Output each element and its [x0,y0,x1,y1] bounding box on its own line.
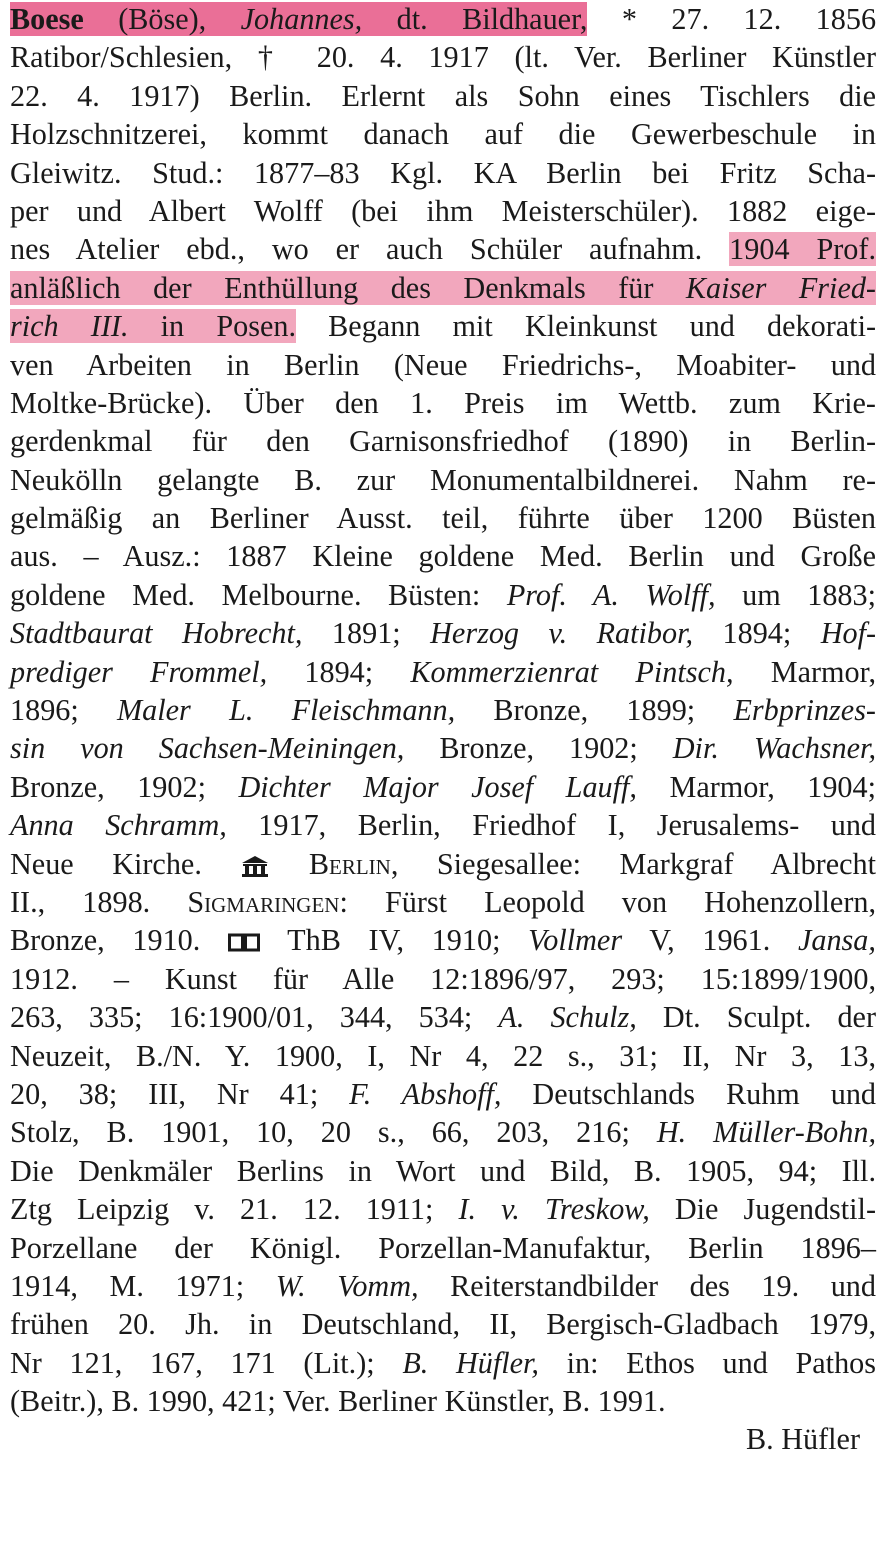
text-run: Reiterstandbilder des 19. und [450,1268,876,1303]
italic-title: Stadtbaurat Hobrecht, [10,616,303,651]
text-run: Deutschlands Ruhm und [532,1076,877,1111]
entry-line-14: gelmäßig an Berliner Ausst. teil, führte über 1200 Büsten [10,501,876,536]
italic-title: prediger Frommel, [10,654,268,689]
highlighted-text [10,271,876,305]
entry-line-15: aus. – Ausz.: 1887 Kleine goldene Med. Berlin und Große [10,539,876,574]
italic-title: B. Hüfler, [402,1345,539,1380]
text-run: Fürst Leopold von Hohenzollern, [384,884,877,919]
text-run: in: Ethos und Pathos [566,1345,877,1380]
headword-highlight [10,2,587,36]
text-run: Neue Kirche. [10,846,202,881]
text-run: goldene Med. Melbourne. Büsten: [10,577,481,612]
entry-line-34 [10,1267,876,1305]
entry-line-1 [10,0,876,38]
entry-line-2: Ratibor/Schlesien, † 20. 4. 1917 (lt. Ver. Berliner Künstler [10,40,876,75]
entry-line-29 [10,1075,876,1113]
text-run: Bronze, 1902; [439,731,638,766]
entry-line-28: Neuzeit, B./N. Y. 1900, I, Nr 4, 22 s., 31; II, Nr 3, 13, [10,1038,876,1073]
text-run: 1896; [10,693,79,728]
entry-line-21 [10,768,876,806]
text-run: V, 1961. [649,923,771,958]
text-run: nes Atelier ebd., wo er auch Schüler aufnahm. [10,232,703,267]
italic-title: Jansa, [797,923,876,958]
text-run: 1914, M. 1971; [10,1268,245,1303]
place-name: Berlin, [308,846,399,881]
text-run: Dt. Sculpt. der [662,1000,877,1035]
lexicon-entry [10,0,876,1459]
text-run: Siegesallee: Markgraf Albrecht [436,846,876,881]
entry-line-9 [10,307,876,345]
italic-title: H. Müller-Bohn, [656,1115,877,1150]
entry-line-5: Gleiwitz. Stud.: 1877–83 Kgl. KA Berlin bei Fritz Scha- [10,155,876,190]
entry-line-3: 22. 4. 1917) Berlin. Erlernt als Sohn eines Tischlers die [10,78,876,113]
entry-line-24 [10,883,876,921]
text-run: 1891; [331,616,401,651]
italic-title: A. Schulz, [498,1000,637,1035]
text-run: anläßlich der Enthüllung des Denkmals für [10,270,654,305]
text-run: ThB IV, 1910; [287,923,501,958]
entry-line-12: gerdenkmal für den Garnisonsfriedhof (1890) in Berlin- [10,424,876,459]
text-run: Bronze, 1910. [10,923,201,958]
entry-line-8 [10,269,876,307]
text-run: Marmor, [770,654,876,689]
italic-title: Kaiser Fried- [685,270,876,305]
italic-title: rich III. [10,309,129,344]
entry-line-18 [10,653,876,691]
text-run: Marmor, 1904; [669,769,876,804]
highlighted-text [10,309,296,343]
entry-line-23 [10,845,876,883]
headword: Boese [10,2,84,36]
entry-line-26: 1912. – Kunst für Alle 12:1896/97, 293; 15:1899/1900, [10,961,876,996]
entry-line-11: Moltke-Brücke). Über den 1. Preis im Wettb. zum Krie- [10,385,876,420]
profession: dt. Bildhauer, [396,2,588,36]
highlighted-text: 1904 Prof. [729,232,876,267]
entry-line-20 [10,729,876,767]
given-name: Johannes, [240,2,363,36]
italic-title: Dichter Major Josef Lauff, [238,769,637,804]
italic-title: Vollmer [528,923,623,958]
text-run: Ztg Leipzig v. 21. 12. 1911; [10,1192,434,1227]
entry-line-35: frühen 20. Jh. in Deutschland, II, Bergisch-Gladbach 1979, [10,1307,876,1342]
entry-line-13: Neukölln gelangte B. zur Monumentalbildnerei. Nahm re- [10,462,876,497]
entry-line-16 [10,576,876,614]
entry-line-31: Die Denkmäler Berlins in Wort und Bild, B. 1905, 94; Ill. [10,1153,876,1188]
italic-title: Dir. Wachsner, [672,731,876,766]
text-run: Bronze, 1899; [493,693,696,728]
text-run: Stolz, B. 1901, 10, 20 s., 66, 203, 216; [10,1115,630,1150]
italic-title: sin von Sachsen-Meiningen, [10,731,405,766]
text-run: Bronze, 1902; [10,769,206,804]
entry-line-10: ven Arbeiten in Berlin (Neue Friedrichs-, Moabiter- und [10,347,876,382]
italic-title: Herzog v. Ratibor, [430,616,694,651]
text-run: um 1883; [742,577,876,612]
entry-line-36 [10,1344,876,1382]
entry-line-17 [10,614,876,652]
italic-title: F. Abshoff, [349,1076,502,1111]
italic-title: Prof. A. Wolff, [506,577,716,612]
entry-line-4: Holzschnitzerei, kommt danach auf die Gewerbeschule in [10,117,876,152]
text-run: in Posen. [160,309,296,344]
text-run: Die Jugendstil- [674,1192,876,1227]
entry-line-30 [10,1113,876,1151]
entry-line-27 [10,998,876,1036]
italic-title: Erbprinzes- [733,693,876,728]
building-icon [240,848,270,886]
entry-line-33: Porzellane der Königl. Porzellan-Manufaktur, Berlin 1896– [10,1230,876,1265]
italic-title: W. Vomm, [275,1268,419,1303]
text-run: 263, 335; 16:1900/01, 344, 534; [10,1000,473,1035]
place-name: Sigmaringen: [187,884,348,919]
text-run: Begann mit Kleinkunst und dekorati- [328,309,877,344]
author-signature: B. Hüfler [745,1422,860,1457]
text-run: II., 1898. [10,884,151,919]
italic-title: Maler L. Fleischmann, [117,693,456,728]
name-variant: (Böse), [118,2,207,36]
open-book-icon [228,924,260,962]
entry-line-7 [10,230,876,268]
text-run: Nr 121, 167, 171 (Lit.); [10,1345,375,1380]
italic-title: Hof- [820,616,877,651]
entry-line-32 [10,1190,876,1228]
entry-line-19 [10,691,876,729]
entry-line-22 [10,806,876,844]
text-run: 1894; [722,616,792,651]
italic-title: Anna Schramm, [10,808,227,843]
text-run: 1894; [304,654,374,689]
italic-title: Kommerzienrat Pintsch, [410,654,734,689]
entry-line-25 [10,921,876,959]
text-run: 1917, Berlin, Friedhof I, Jerusalems- und [258,808,877,843]
entry-line-37: (Beitr.), B. 1990, 421; Ver. Berliner Künstler, B. 1991. [10,1384,666,1419]
birth-date: * 27. 12. 1856 [621,2,877,36]
italic-title: I. v. Treskow, [458,1192,650,1227]
entry-line-6: per und Albert Wolff (bei ihm Meisterschüler). 1882 eige- [10,193,876,228]
text-run: 20, 38; III, Nr 41; [10,1076,319,1111]
